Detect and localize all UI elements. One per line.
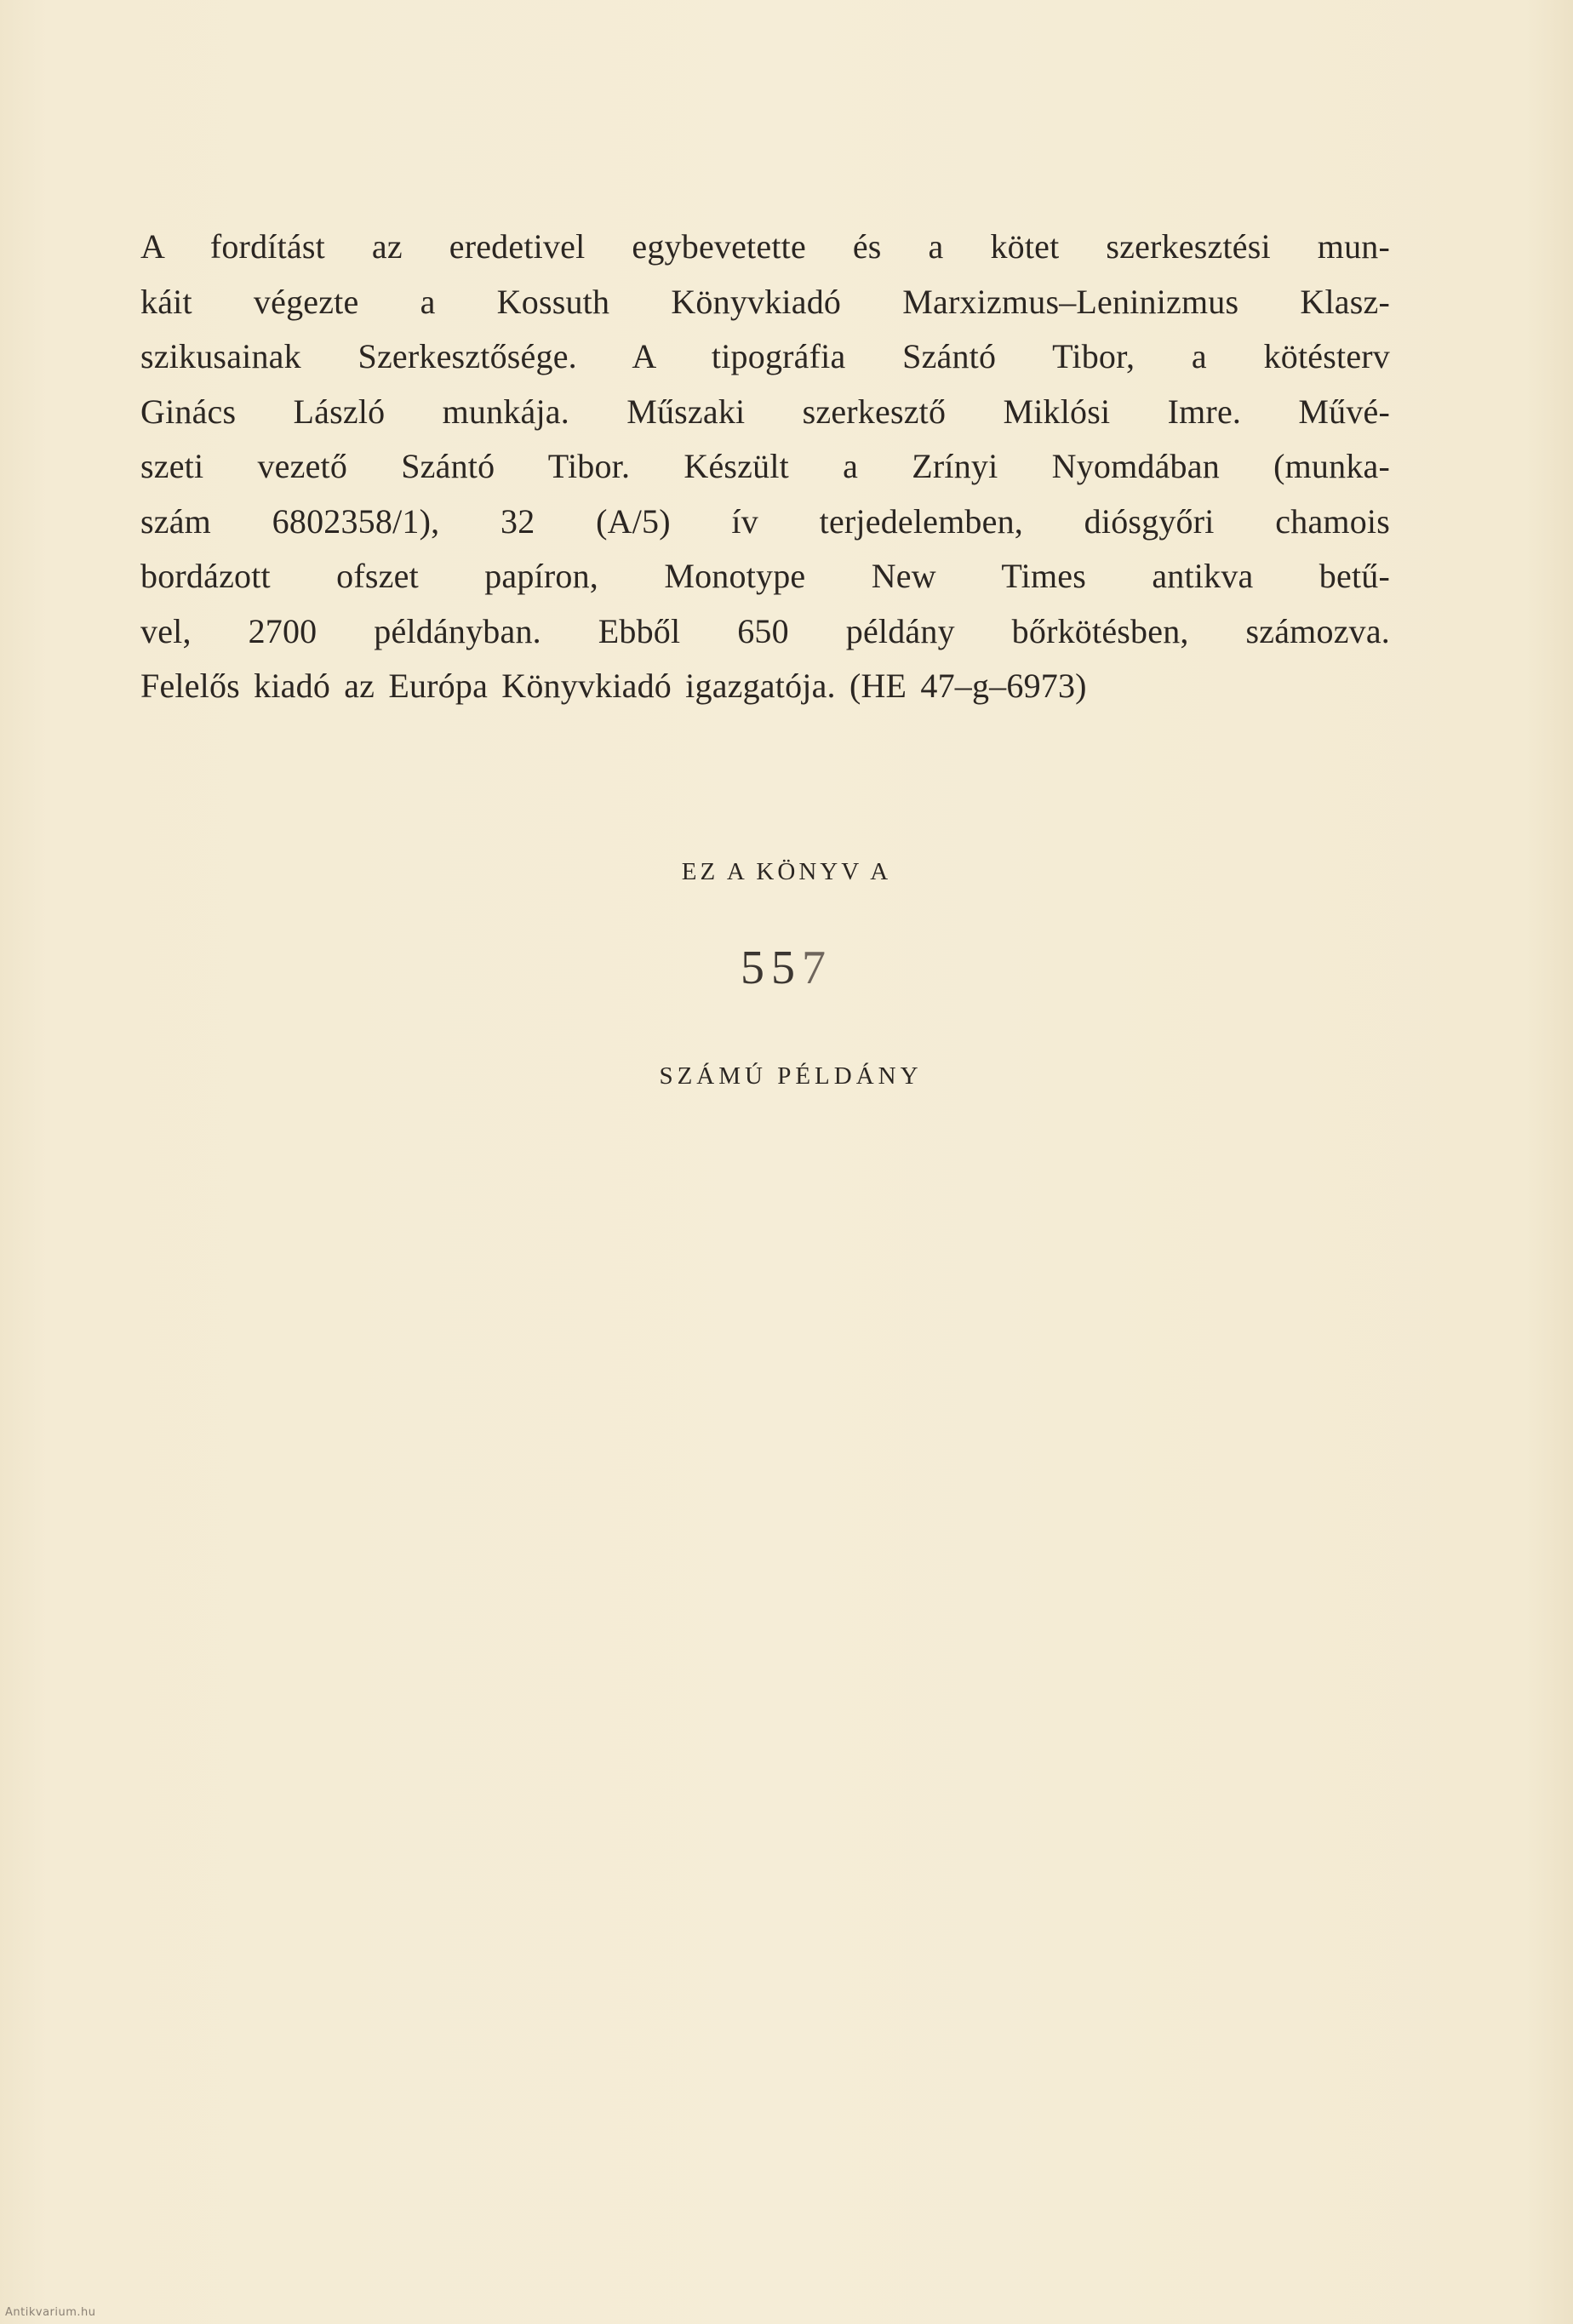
colophon-line: A fordítást az eredetivel egybevetette és a kötet szerkesztési mun- bbox=[140, 227, 1390, 266]
colophon-line: szám 6802358/1), 32 (A/5) ív terjedelemben, diósgyőri chamois bbox=[140, 501, 1390, 541]
copy-number-digit: 5 bbox=[771, 942, 802, 994]
copy-number-digit: 5 bbox=[741, 942, 771, 994]
colophon-line: szikusainak Szerkesztősége. A tipográfia Szántó Tibor, a kötésterv bbox=[140, 337, 1390, 375]
copy-number bbox=[0, 938, 1573, 998]
colophon-line: vel, 2700 példányban. Ebből 650 példány bőrkötésben, számozva. bbox=[140, 611, 1390, 650]
edition-heading: EZ A KÖNYV A bbox=[681, 858, 892, 885]
colophon-line: Felelős kiadó az Európa Könyvkiadó igazgatója. (HE 47–g–6973) bbox=[140, 667, 1087, 705]
watermark: Antikvarium.hu bbox=[5, 2306, 96, 2319]
colophon-line: Ginács László munkája. Műszaki szerkesztő Miklósi Imre. Művé- bbox=[140, 392, 1390, 431]
colophon-line: bordázott ofszet papíron, Monotype New Times antikva betű- bbox=[140, 557, 1390, 595]
edition-footer: SZÁMÚ PÉLDÁNY bbox=[659, 1062, 923, 1090]
colophon-paragraph bbox=[140, 220, 1390, 714]
colophon-line: szeti vezető Szántó Tibor. Készült a Zrínyi Nyomdában (munka- bbox=[140, 447, 1390, 485]
colophon-line: káit végezte a Kossuth Könyvkiadó Marxizmus–Leninizmus Klasz- bbox=[140, 282, 1390, 321]
copy-number-digit: 7 bbox=[802, 942, 832, 994]
